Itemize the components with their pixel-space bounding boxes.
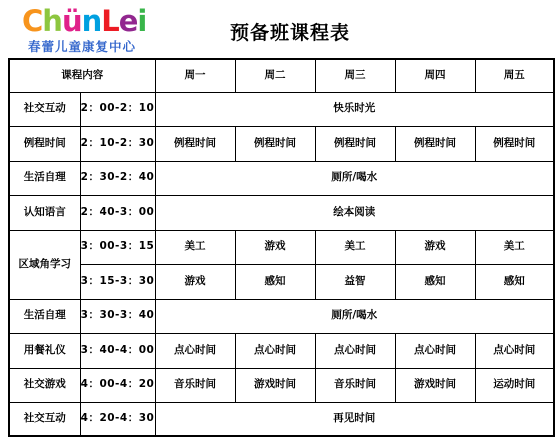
time-cell: 4：00-4：20	[80, 368, 155, 402]
table-row	[9, 333, 554, 368]
header-cell-day: 周一	[155, 59, 235, 92]
table-row	[9, 230, 554, 264]
activity-cell: 游戏	[155, 264, 235, 299]
merged-activity-cell: 厕所/喝水	[155, 299, 554, 333]
time-cell: 2：00-2：10	[80, 92, 155, 126]
header-cell-day: 周三	[315, 59, 395, 92]
activity-cell: 例程时间	[235, 126, 315, 161]
category-cell: 区域角学习	[9, 230, 80, 299]
logo-letter: n	[81, 4, 102, 38]
header-row	[9, 59, 554, 92]
table-row	[9, 264, 554, 299]
header-cell-content: 课程内容	[9, 59, 155, 92]
table-row	[9, 402, 554, 436]
activity-cell: 感知	[395, 264, 475, 299]
header-cell-day: 周二	[235, 59, 315, 92]
activity-cell: 点心时间	[395, 333, 475, 368]
merged-activity-cell: 再见时间	[155, 402, 554, 436]
logo-letter: C	[22, 4, 43, 38]
time-cell: 3：30-3：40	[80, 299, 155, 333]
time-cell: 3：00-3：15	[80, 230, 155, 264]
category-cell: 社交互动	[9, 92, 80, 126]
activity-cell: 例程时间	[315, 126, 395, 161]
activity-cell: 例程时间	[475, 126, 554, 161]
merged-activity-cell: 快乐时光	[155, 92, 554, 126]
logo	[22, 6, 172, 54]
activity-cell: 运动时间	[475, 368, 554, 402]
logo-letter: h	[42, 4, 62, 38]
activity-cell: 美工	[315, 230, 395, 264]
time-cell: 2：40-3：00	[80, 195, 155, 230]
logo-letter: L	[101, 4, 119, 38]
table-row	[9, 92, 554, 126]
activity-cell: 例程时间	[395, 126, 475, 161]
table-row	[9, 161, 554, 195]
category-cell: 生活自理	[9, 161, 80, 195]
activity-cell: 美工	[475, 230, 554, 264]
activity-cell: 点心时间	[475, 333, 554, 368]
activity-cell: 感知	[475, 264, 554, 299]
activity-cell: 音乐时间	[315, 368, 395, 402]
activity-cell: 游戏时间	[235, 368, 315, 402]
time-cell: 2：10-2：30	[80, 126, 155, 161]
time-cell: 3：15-3：30	[80, 264, 155, 299]
activity-cell: 感知	[235, 264, 315, 299]
activity-cell: 游戏时间	[395, 368, 475, 402]
activity-cell: 点心时间	[235, 333, 315, 368]
logo-letter: ü	[61, 4, 82, 38]
table-row	[9, 126, 554, 161]
time-cell: 4：20-4：30	[80, 402, 155, 436]
category-cell: 用餐礼仪	[9, 333, 80, 368]
logo-letter: e	[118, 4, 138, 38]
time-cell: 2：30-2：40	[80, 161, 155, 195]
category-cell: 社交游戏	[9, 368, 80, 402]
activity-cell: 游戏	[395, 230, 475, 264]
activity-cell: 例程时间	[155, 126, 235, 161]
merged-activity-cell: 绘本阅读	[155, 195, 554, 230]
logo-letter: i	[137, 4, 147, 38]
header-cell-day: 周五	[475, 59, 554, 92]
merged-activity-cell: 厕所/喝水	[155, 161, 554, 195]
logo-wordmark	[22, 6, 146, 36]
activity-cell: 美工	[155, 230, 235, 264]
logo-subtitle: 春蕾儿童康复中心	[28, 39, 137, 54]
table-row	[9, 368, 554, 402]
activity-cell: 点心时间	[315, 333, 395, 368]
activity-cell: 点心时间	[155, 333, 235, 368]
time-cell: 3：40-4：00	[80, 333, 155, 368]
category-cell: 认知语言	[9, 195, 80, 230]
table-row	[9, 299, 554, 333]
category-cell: 社交互动	[9, 402, 80, 436]
activity-cell: 游戏	[235, 230, 315, 264]
category-cell: 例程时间	[9, 126, 80, 161]
page-title: 预备班课程表	[230, 22, 351, 44]
activity-cell: 音乐时间	[155, 368, 235, 402]
activity-cell: 益智	[315, 264, 395, 299]
category-cell: 生活自理	[9, 299, 80, 333]
schedule-table	[8, 58, 555, 437]
header-cell-day: 周四	[395, 59, 475, 92]
table-row	[9, 195, 554, 230]
